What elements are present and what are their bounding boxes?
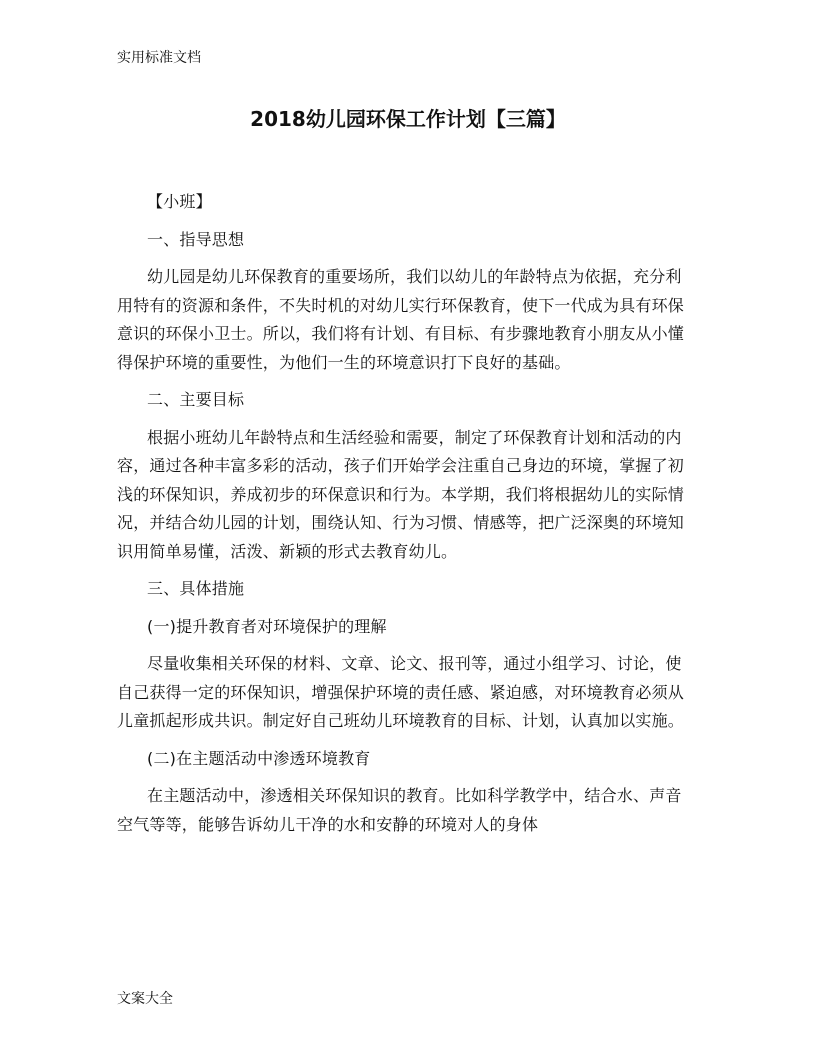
paragraph-main-goals: 根据小班幼儿年龄特点和生活经验和需要，制定了环保教育计划和活动的内容，通过各种丰富多彩的活动，孩子们开始学会注重自己身边的环境，掌握了初浅的环保知识，养成初步的环保意识和行为。本学期，我们将根据幼儿的实际情况，并结合幼儿园的计划，围绕认知、行为习惯、情感等，把广泛深奥的环境知识用简单易懂，活泼、新颖的形式去教育幼儿。 xyxy=(117,427,685,561)
paragraph-theme-activities: 在主题活动中，渗透相关环保知识的教育。比如科学教学中，结合水、声音空气等等，能够告诉幼儿干净的水和安静的环境对人的身体 xyxy=(117,786,682,834)
subsection-heading-educator-understanding: (一)提升教育者对环境保护的理解 xyxy=(147,616,387,636)
section-heading-measures: 三、具体措施 xyxy=(147,579,245,598)
subsection-heading-theme-activities: (二)在主题活动中渗透环境教育 xyxy=(147,748,371,768)
page-footer: 文案大全 xyxy=(117,991,173,1007)
paragraph-educator-understanding: 尽量收集相关环保的材料、文章、论文、报刊等，通过小组学习、讨论，使自己获得一定的环保知识，增强保护环境的责任感、紧迫感，对环境教育必须从儿童抓起形成共识。制定好自己班幼儿环境教育的目标、计划，认真加以实施。 xyxy=(117,654,685,730)
page-header: 实用标准文档 xyxy=(117,50,201,66)
paragraph-guiding-ideology: 幼儿园是幼儿环保教育的重要场所，我们以幼儿的年龄特点为依据，充分利用特有的资源和条件，不失时机的对幼儿实行环保教育，使下一代成为具有环保意识的环保小卫士。所以，我们将有计划、有目标、有步骤地教育小朋友从小懂得保护环境的重要性，为他们一生的环境意识打下良好的基础。 xyxy=(117,267,685,372)
document-body xyxy=(117,188,692,847)
section-heading-main-goals: 二、主要目标 xyxy=(147,390,245,409)
section-heading-guiding-ideology: 一、指导思想 xyxy=(147,229,245,249)
document-title: 2018幼儿园环保工作计划【三篇】 xyxy=(250,107,566,131)
class-heading: 【小班】 xyxy=(147,192,212,211)
